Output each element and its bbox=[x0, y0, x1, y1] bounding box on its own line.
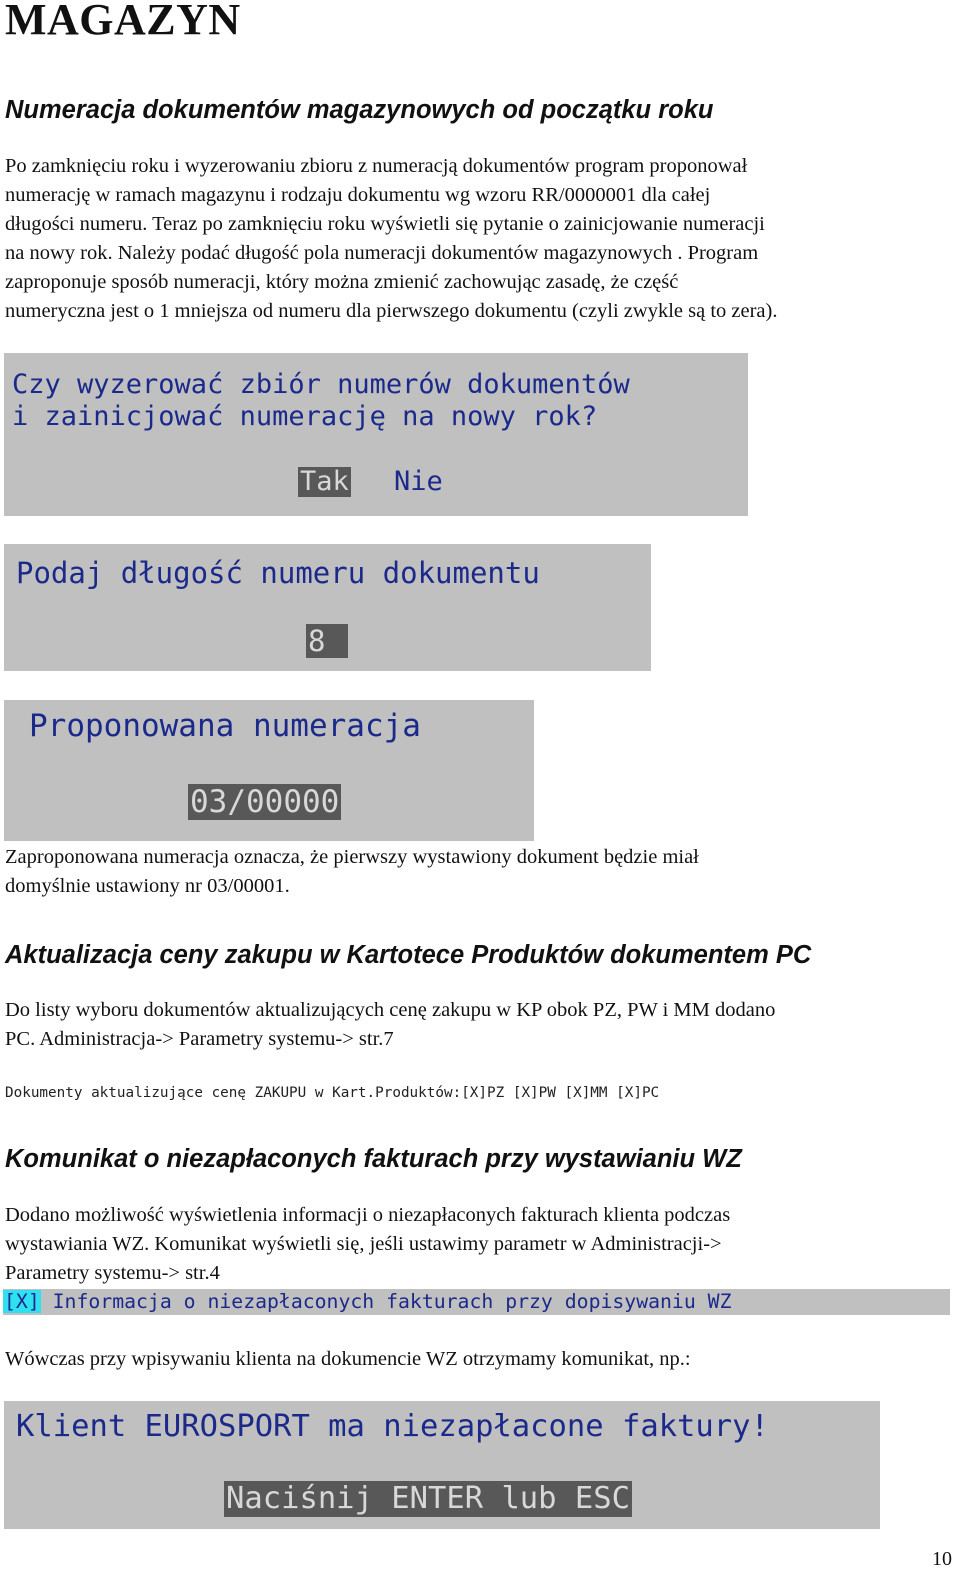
length-input[interactable]: 8 bbox=[306, 624, 348, 658]
paragraph-line: Parametry systemu-> str.4 bbox=[5, 1262, 220, 1284]
section-heading-price-update: Aktualizacja ceny zakupu w Kartotece Produktów dokumentem PC bbox=[5, 941, 812, 969]
proposed-title: Proponowana numeracja bbox=[29, 708, 421, 744]
unpaid-invoices-option bbox=[3, 1289, 950, 1315]
page-number: 10 bbox=[932, 1548, 952, 1570]
press-enter-or-esc-prompt[interactable]: Naciśnij ENTER lub ESC bbox=[226, 1481, 630, 1516]
paragraph-line: PC. Administracja-> Parametry systemu-> str.7 bbox=[5, 1028, 394, 1050]
paragraph-line: Zaproponowana numeracja oznacza, że pierwszy wystawiony dokument będzie miał bbox=[5, 846, 699, 868]
unpaid-invoices-message: Klient EUROSPORT ma niezapłacone faktury! bbox=[16, 1409, 769, 1444]
paragraph-line: wystawiania WZ. Komunikat wyświetli się, jeśli ustawimy parametr w Administracji-> bbox=[5, 1233, 722, 1255]
paragraph-line: na nowy rok. Należy podać długość pola numeracji dokumentów magazynowych . Program bbox=[5, 242, 759, 264]
paragraph-unpaid-invoices bbox=[5, 1201, 955, 1288]
no-button[interactable]: Nie bbox=[394, 466, 443, 497]
paragraph-line: numeryczna jest o 1 mniejsza od numeru dla pierwszego dokumentu (czyli zwykle są to zera). bbox=[5, 300, 778, 322]
paragraph-line: Dodano możliwość wyświetlenia informacji o niezapłaconych fakturach klienta podczas bbox=[5, 1204, 731, 1226]
unpaid-invoices-checkbox[interactable]: [X] bbox=[4, 1290, 40, 1313]
price-update-parameter-line: Dokumenty aktualizujące cenę ZAKUPU w Kart.Produktów:[X]PZ [X]PW [X]MM [X]PC bbox=[5, 1085, 660, 1101]
paragraph-line: zaproponuje sposób numeracji, który można zmienić zachowując zasadę, że część bbox=[5, 271, 679, 293]
section-heading-unpaid-invoices: Komunikat o niezapłaconych fakturach przy wystawianiu WZ bbox=[5, 1145, 742, 1173]
unpaid-invoices-dialog bbox=[4, 1401, 880, 1529]
paragraph-line: Po zamknięciu roku i wyzerowaniu zbioru z numeracją dokumentów program proponował bbox=[5, 155, 748, 177]
dialog-question-line: Czy wyzerować zbiór numerów dokumentów bbox=[12, 369, 630, 400]
paragraph-line: domyślnie ustawiony nr 03/00001. bbox=[5, 875, 290, 897]
unpaid-invoices-option-label: Informacja o niezapłaconych fakturach przy dopisywaniu WZ bbox=[40, 1290, 732, 1313]
paragraph-line: Do listy wyboru dokumentów aktualizujących cenę zakupu w KP obok PZ, PW i MM dodano bbox=[5, 999, 776, 1021]
proposed-numbering-value[interactable]: 03/00000 bbox=[190, 784, 340, 820]
dialog-question-line: i zainicjować numerację na nowy rok? bbox=[12, 401, 598, 432]
length-prompt: Podaj długość numeru dokumentu bbox=[16, 556, 540, 590]
paragraph-line: numerację w ramach magazynu i rodzaju dokumentu wg wzoru RR/0000001 dla całej bbox=[5, 184, 711, 206]
proposed-numbering-dialog bbox=[4, 700, 534, 841]
paragraph-line: Wówczas przy wpisywaniu klienta na dokumencie WZ otrzymamy komunikat, np.: bbox=[5, 1348, 691, 1370]
yes-button[interactable]: Tak bbox=[300, 466, 349, 497]
section-heading-numbering: Numeracja dokumentów magazynowych od początku roku bbox=[5, 96, 714, 124]
paragraph-price-update bbox=[5, 996, 955, 1054]
reset-numbering-dialog bbox=[4, 353, 748, 516]
paragraph-then bbox=[5, 1345, 955, 1374]
paragraph-line: długości numeru. Teraz po zamknięciu roku wyświetli się pytanie o zainicjowanie numeracji bbox=[5, 213, 765, 235]
paragraph-numbering bbox=[5, 152, 955, 326]
paragraph-proposed-note bbox=[5, 843, 955, 901]
number-length-dialog bbox=[4, 544, 651, 671]
document-title: MAGAZYN bbox=[5, 0, 241, 44]
